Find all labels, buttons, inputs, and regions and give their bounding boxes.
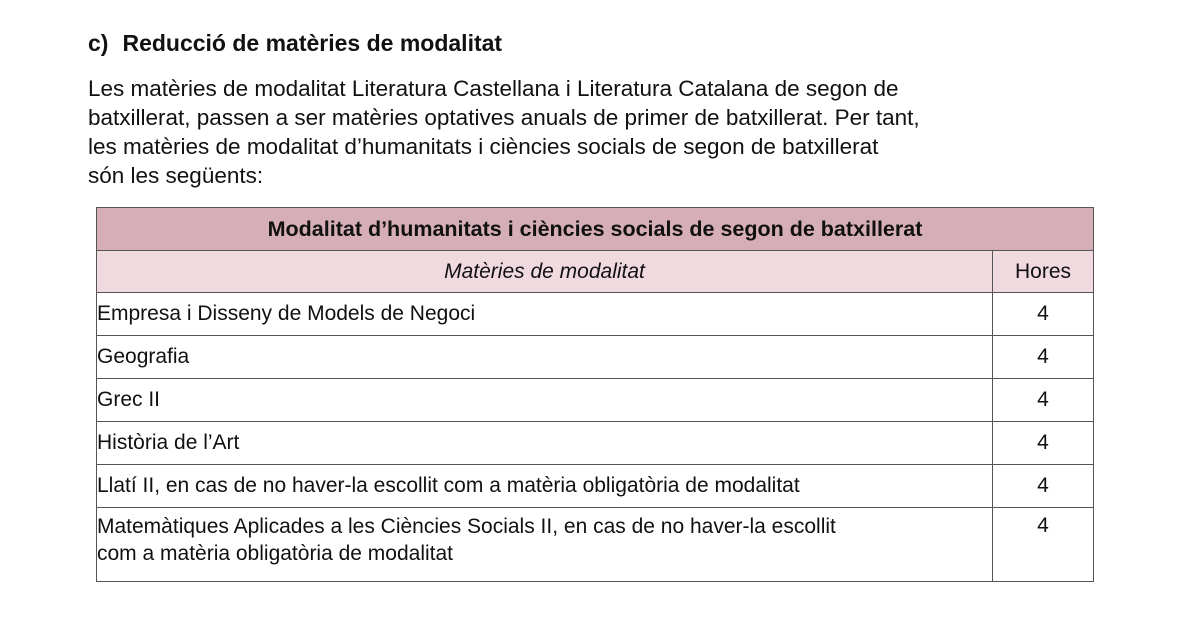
table-row xyxy=(97,422,1094,465)
column-header-subjects: Matèries de modalitat xyxy=(97,251,993,293)
paragraph-line: les matèries de modalitat d’humanitats i ciències socials de segon de batxillerat xyxy=(88,134,879,159)
paragraph-line: Les matèries de modalitat Literatura Castellana i Literatura Catalana de segon de xyxy=(88,76,899,101)
table-row xyxy=(97,508,1094,582)
table-title-row xyxy=(97,208,1094,251)
subjects-table xyxy=(96,207,1094,582)
subject-cell xyxy=(97,336,993,379)
hours-cell: 4 xyxy=(993,293,1094,336)
hours-cell: 4 xyxy=(993,379,1094,422)
intro-paragraph xyxy=(88,74,920,190)
column-header-hours: Hores xyxy=(993,251,1094,293)
subject-name: Geografia xyxy=(97,345,190,368)
hours-cell: 4 xyxy=(993,336,1094,379)
section-marker: c) xyxy=(88,30,109,56)
paragraph-line: batxillerat, passen a ser matèries optatives anuals de primer de batxillerat. Per tant, xyxy=(88,105,920,130)
section-title: Reducció de matèries de modalitat xyxy=(122,30,503,56)
subject-name: Llatí II, en cas de no haver-la escollit com a matèria obligatòria de modalitat xyxy=(97,474,800,497)
subject-cell xyxy=(97,508,993,582)
subject-name: Grec II xyxy=(97,388,161,411)
subject-name: Història de l’Art xyxy=(97,431,240,454)
table-row xyxy=(97,465,1094,508)
subject-cell xyxy=(97,465,993,508)
table-header-row xyxy=(97,251,1094,293)
subject-cell xyxy=(97,293,993,336)
section-heading xyxy=(88,30,502,57)
table-row xyxy=(97,293,1094,336)
subject-name: Matemàtiques Aplicades a les Ciències Socials II, en cas de no haver-la escollit xyxy=(97,515,836,538)
subject-name: Empresa i Disseny de Models de Negoci xyxy=(97,302,476,325)
paragraph-line: són les següents: xyxy=(88,163,264,188)
subject-cell xyxy=(97,379,993,422)
hours-cell: 4 xyxy=(993,508,1094,582)
table-row xyxy=(97,379,1094,422)
table-row xyxy=(97,336,1094,379)
subject-name: com a matèria obligatòria de modalitat xyxy=(97,542,454,565)
hours-cell: 4 xyxy=(993,465,1094,508)
table-title: Modalitat d’humanitats i ciències socials de segon de batxillerat xyxy=(97,208,1094,251)
table-body xyxy=(97,293,1094,582)
hours-cell: 4 xyxy=(993,422,1094,465)
subject-cell xyxy=(97,422,993,465)
